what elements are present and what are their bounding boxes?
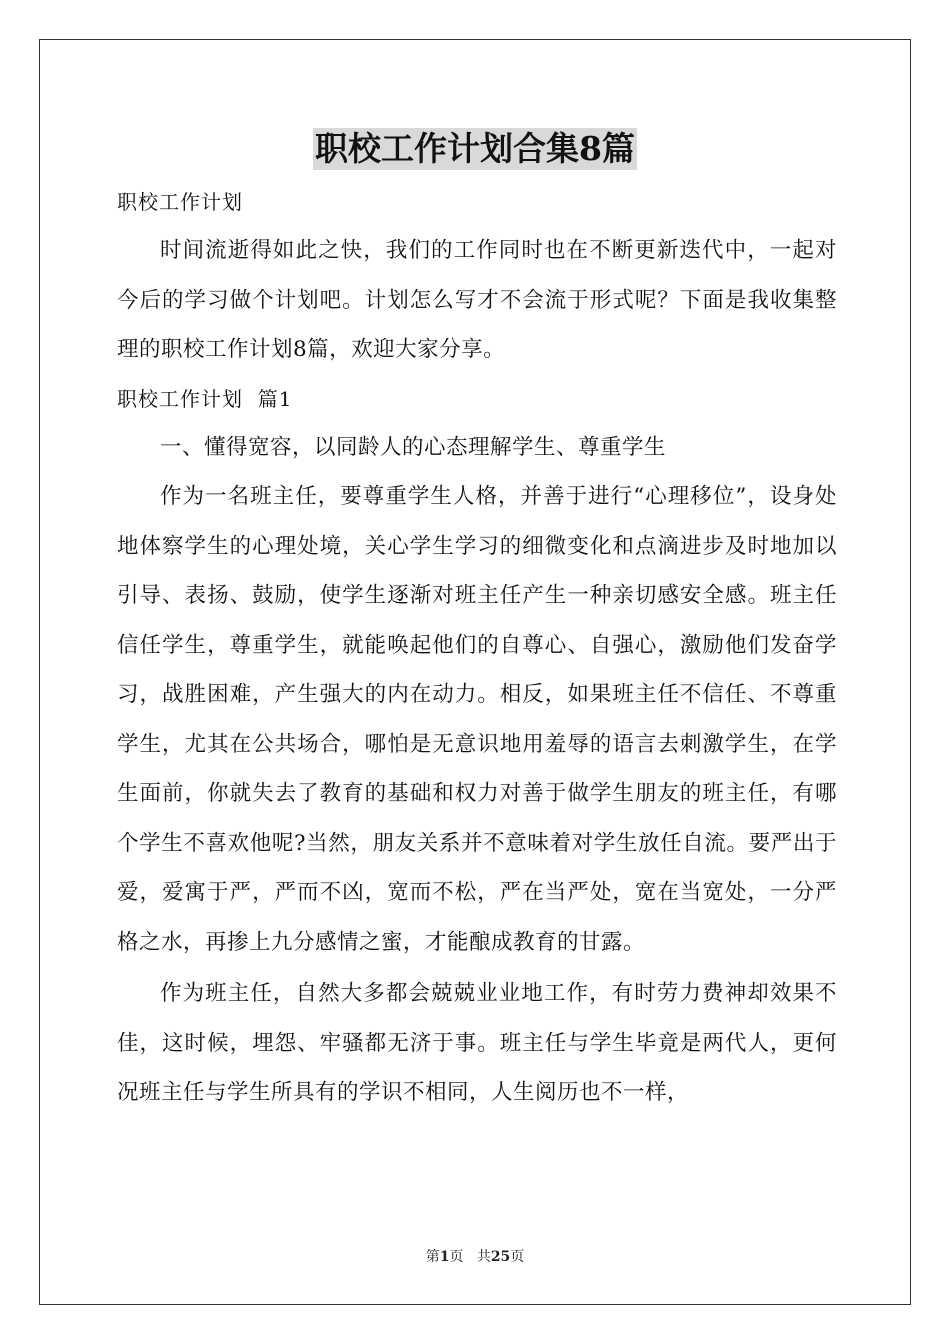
section-label: 职校工作计划 [117, 190, 243, 214]
footer-total-suffix: 页 [510, 1249, 525, 1265]
document-title: 职校工作计划合集8篇 [315, 129, 635, 168]
page-footer [0, 1246, 950, 1266]
footer-total-prefix: 共 [476, 1249, 491, 1265]
footer-page-prefix: 第 [425, 1249, 440, 1265]
footer-total-pages: 25 [490, 1249, 511, 1265]
title-wrap [0, 128, 950, 170]
heading-1: 一、懂得宽容，以同龄人的心态理解学生、尊重学生 [160, 434, 667, 460]
footer-page-number: 1 [439, 1249, 450, 1265]
paragraph-1: 作为一名班主任，要尊重学生人格，并善于进行“心理移位”，设身处地体察学生的心理处境，关心学生学习的细微变化和点滴进步及时地加以引导、表扬、鼓励，使学生逐渐对班主任产生一种亲切感安全感。班主任信任学生，尊重学生，就能唤起他们的自尊心、自强心，激励他们发奋学习，战胜困难，产生强大的内在动力。相反，如果班主任不信任、不尊重学生，尤其在公共场合，哪怕是无意识地用羞辱的语言去刺激学生，在学生面前，你就失去了教育的基础和权力对善于做学生朋友的班主任，有哪个学生不喜欢他呢?当然，朋友关系并不意味着对学生放任自流。要严出于爱，爱寓于严，严而不凶，宽而不松，严在当严处，宽在当宽处，一分严格之水，再掺上九分感情之蜜，才能酿成教育的甘露。 [117, 484, 837, 955]
chapter-label: 职校工作计划 篇1 [117, 386, 293, 411]
intro-paragraph: 时间流逝得如此之快，我们的工作同时也在不断更新迭代中，一起对今后的学习做个计划吧。计划怎么写才不会流于形式呢？下面是我收集整理的职校工作计划8篇，欢迎大家分享。 [117, 238, 837, 362]
footer-page-suffix: 页 [449, 1249, 464, 1265]
paragraph-2: 作为班主任，自然大多都会兢兢业业地工作，有时劳力费神却效果不佳，这时候，埋怨、牢骚都无济于事。班主任与学生毕竟是两代人，更何况班主任与学生所具有的学识不相同，人生阅历也不一样， [117, 981, 837, 1105]
document-body [117, 178, 837, 1118]
